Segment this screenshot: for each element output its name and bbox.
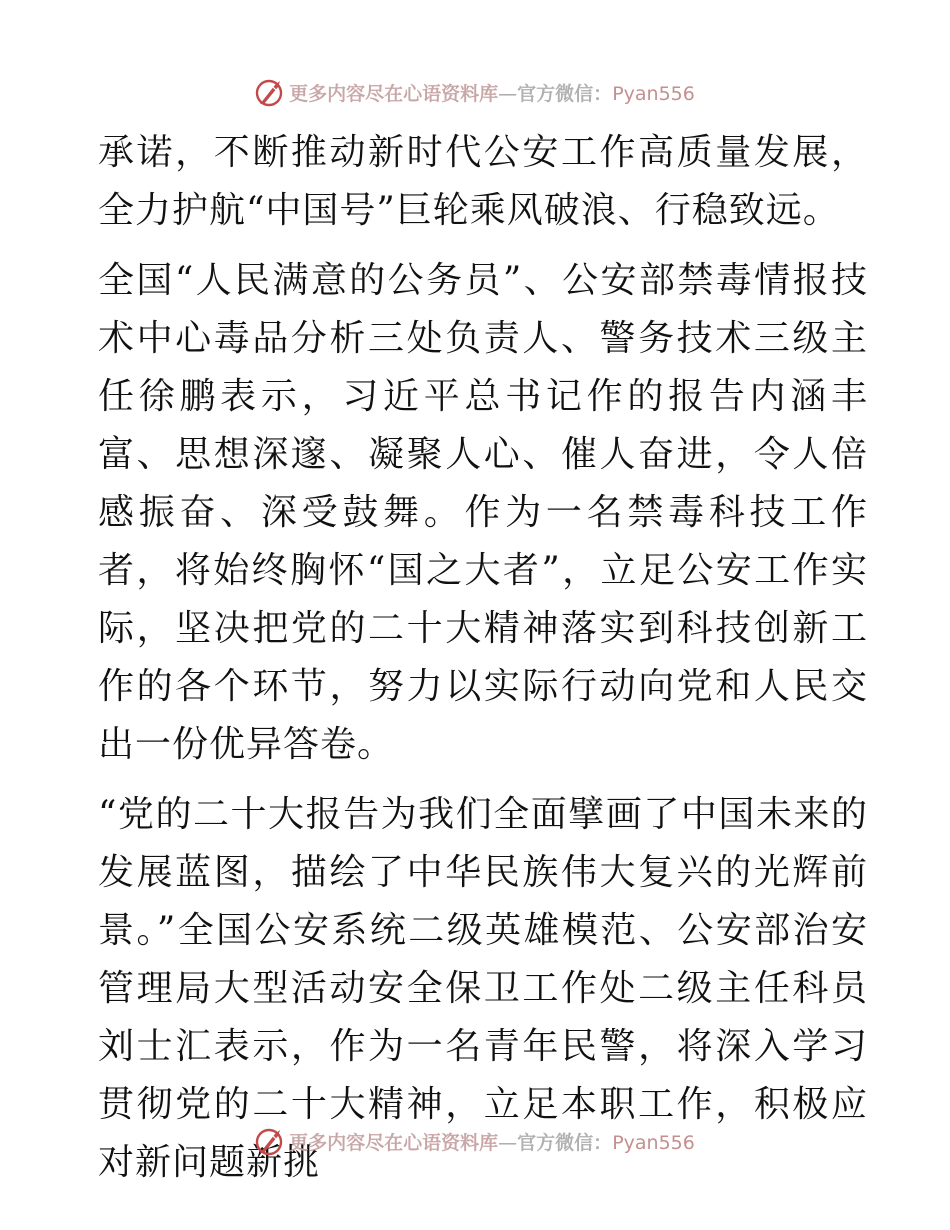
- watermark-text: 更多内容尽在心语资料库: [289, 1132, 499, 1154]
- watermark-separator: —: [498, 83, 518, 105]
- document-body: [98, 124, 868, 1204]
- watermark-separator: —: [498, 1132, 518, 1154]
- watermark-wechat-id: Pyan556: [612, 1132, 695, 1154]
- footer-watermark: [0, 1128, 950, 1158]
- watermark-wechat-label: 官方微信：: [517, 83, 613, 105]
- header-watermark: [0, 79, 950, 109]
- watermark-wechat-id: Pyan556: [612, 83, 695, 105]
- paragraph-2: 全国“人民满意的公务员”、公安部禁毒情报技术中心毒品分析三处负责人、警务技术三级主任徐鹏表示，习近平总书记作的报告内涵丰富、思想深邃、凝聚人心、催人奋进，令人倍感振奋、深受鼓舞。作为一名禁毒科技工作者，将始终胸怀“国之大者”，立足公安工作实际，坚决把党的二十大精神落实到科技创新工作的各个环节，努力以实际行动向党和人民交出一份优异答卷。: [98, 260, 868, 765]
- watermark-wechat-label: 官方微信：: [517, 1132, 613, 1154]
- watermark-text: 更多内容尽在心语资料库: [289, 83, 499, 105]
- pen-in-circle-icon: [255, 77, 285, 107]
- paragraph-3: “党的二十大报告为我们全面擘画了中国未来的发展蓝图，描绘了中华民族伟大复兴的光辉前景。”全国公安系统二级英雄模范、公安部治安管理局大型活动安全保卫工作处二级主任科员刘士汇表示，作为一名青年民警，将深入学习贯彻党的二十大精神，立足本职工作，积极应对新问题新挑: [98, 794, 868, 1183]
- pen-in-circle-icon: [255, 1126, 285, 1156]
- paragraph-1: 承诺，不断推动新时代公安工作高质量发展，全力护航“中国号”巨轮乘风破浪、行稳致远。: [98, 132, 868, 231]
